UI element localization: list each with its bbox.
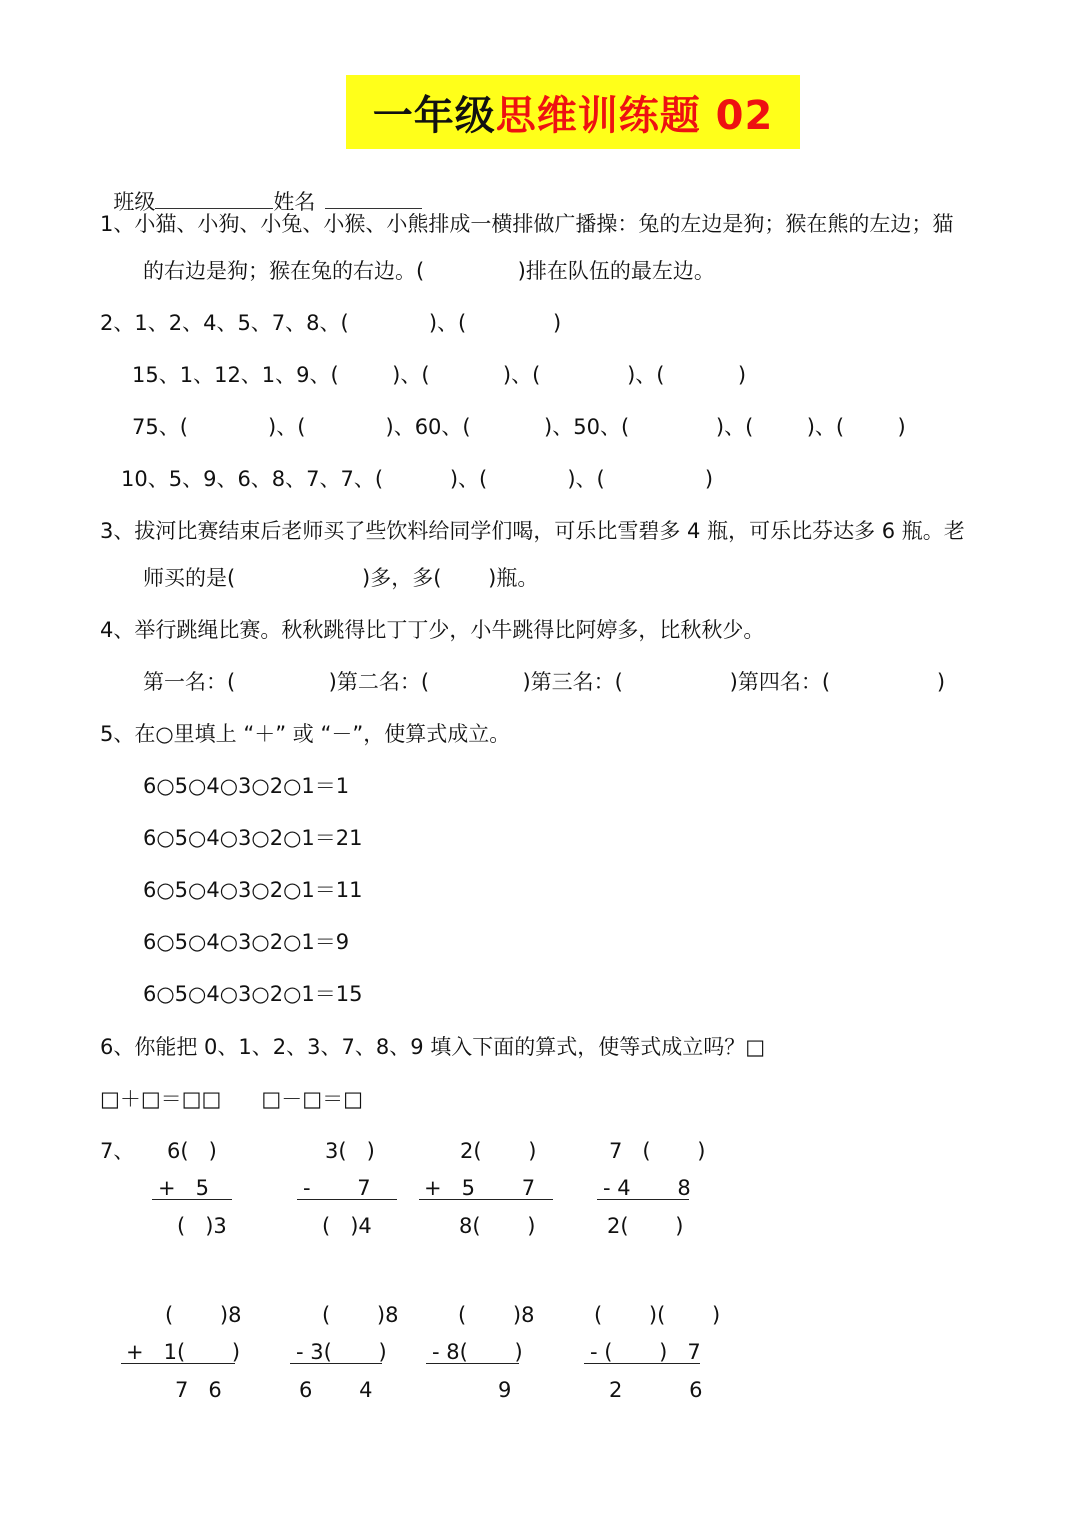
q2-line3: 75、( )、( )、60、( )、50、( )、( )、( ) — [132, 415, 906, 439]
name-field[interactable] — [325, 186, 422, 209]
vertical-sum-result: 9 — [498, 1378, 512, 1402]
vertical-sum-result: ( )4 — [322, 1214, 372, 1238]
vertical-sum-top: 3( ) — [325, 1139, 375, 1163]
class-field[interactable] — [155, 186, 273, 209]
title-topic: 思维训练题 02 — [495, 92, 774, 139]
vertical-sum-top: 7 ( ) — [609, 1139, 706, 1163]
vertical-sum-top: ( )( ) — [594, 1303, 721, 1327]
q6-formula: □＋□＝□□ □－□＝□ — [100, 1087, 363, 1111]
q3-line2: 师买的是( )多，多( )瓶。 — [143, 566, 539, 590]
q2-line2: 15、1、12、1、9、( )、( )、( )、( ) — [132, 363, 747, 387]
vertical-sum-operand: + 5 7 — [424, 1176, 536, 1200]
vertical-sum-operand: - 8( ) — [432, 1340, 523, 1364]
vertical-sum-rule — [121, 1363, 235, 1364]
vertical-sum-operand: - 7 — [303, 1176, 371, 1200]
vertical-sum-rule — [152, 1199, 232, 1200]
q1-line1: 1、小猫、小狗、小兔、小猴、小熊排成一横排做广播操：兔的左边是狗；猴在熊的左边；猫 — [100, 212, 954, 236]
vertical-sum-result: 2 6 — [609, 1378, 703, 1402]
name-label: 姓名 — [273, 190, 316, 214]
q2-line1: 2、1、2、4、5、7、8、( )、( ) — [100, 311, 562, 335]
vertical-sum-result: 6 4 — [299, 1378, 373, 1402]
vertical-sum-operand: + 1( ) — [126, 1340, 241, 1364]
vertical-sum-operand: + 5 — [158, 1176, 209, 1200]
student-info — [100, 158, 422, 216]
vertical-sum-rule — [297, 1199, 397, 1200]
q5-equation: 6○5○4○3○2○1＝11 — [143, 878, 363, 902]
q5-equation: 6○5○4○3○2○1＝9 — [143, 930, 350, 954]
vertical-sum-top: 2( ) — [460, 1139, 537, 1163]
q5-prompt: 5、在○里填上 “＋” 或 “－”，使算式成立。 — [100, 722, 511, 746]
vertical-sum-rule — [419, 1199, 553, 1200]
vertical-sum-operand: - 3( ) — [296, 1340, 387, 1364]
vertical-sum-result: 7 6 — [175, 1378, 222, 1402]
vertical-sum-rule — [584, 1363, 700, 1364]
q5-equation: 6○5○4○3○2○1＝15 — [143, 982, 363, 1006]
q2-line4: 10、5、9、6、8、7、7、( )、( )、( ) — [121, 467, 714, 491]
q5-equation: 6○5○4○3○2○1＝21 — [143, 826, 363, 850]
q4-line1: 4、举行跳绳比赛。秋秋跳得比丁丁少，小牛跳得比阿婷多，比秋秋少。 — [100, 618, 765, 642]
vertical-sum-top: ( )8 — [322, 1303, 399, 1327]
q1-line2: 的右边是狗；猴在兔的右边。( )排在队伍的最左边。 — [143, 259, 715, 283]
vertical-sum-top: 6( ) — [167, 1139, 217, 1163]
vertical-sum-rule — [426, 1363, 519, 1364]
vertical-sum-result: ( )3 — [177, 1214, 227, 1238]
title-grade: 一年级 — [372, 92, 496, 139]
class-label: 班级 — [113, 190, 156, 214]
q5-equation: 6○5○4○3○2○1＝1 — [143, 774, 350, 798]
q6-prompt: 6、你能把 0、1、2、3、7、8、9 填入下面的算式，使等式成立吗？□ — [100, 1035, 766, 1059]
worksheet-title — [346, 75, 800, 149]
q3-line1: 3、拔河比赛结束后老师买了些饮料给同学们喝，可乐比雪碧多 4 瓶，可乐比芬达多 6 瓶。老 — [100, 519, 965, 543]
vertical-sum-result: 8( ) — [459, 1214, 536, 1238]
vertical-sum-rule — [290, 1363, 382, 1364]
vertical-sum-rule — [597, 1199, 689, 1200]
vertical-sum-top: ( )8 — [458, 1303, 535, 1327]
q7-label: 7、 — [100, 1139, 135, 1163]
vertical-sum-result: 2( ) — [607, 1214, 684, 1238]
vertical-sum-operand: - 4 8 — [603, 1176, 691, 1200]
vertical-sum-top: ( )8 — [165, 1303, 242, 1327]
q4-line2: 第一名：( )第二名：( )第三名：( )第四名：( ) — [143, 670, 946, 694]
vertical-sum-operand: - ( ) 7 — [590, 1340, 701, 1364]
